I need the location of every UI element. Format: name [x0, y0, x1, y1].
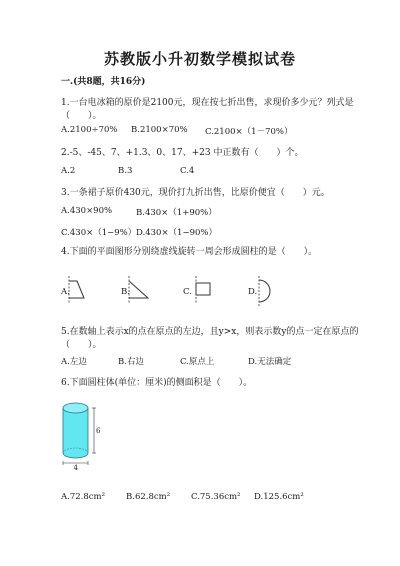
- semicircle-figure: [255, 276, 279, 306]
- question-6-text: 6.下面圆柱体(单位：厘米)的侧面积是（ ）。: [61, 378, 253, 388]
- question-5-text: 5.在数轴上表示x的点在原点的左边，且y>x，则表示数y的点一定在原点的: [61, 327, 359, 337]
- trapezoid-figure: [66, 276, 90, 304]
- q5-option-d: D.无法确定: [248, 357, 292, 367]
- question-1-text-cont: （ ）。: [61, 111, 102, 121]
- height-label: 6: [96, 427, 101, 435]
- q5-option-c: C.原点上: [180, 357, 215, 367]
- q3-option-c: C.430×（1−9%）: [61, 228, 137, 238]
- q3-option-b: B.430×（1+90%）: [136, 208, 217, 218]
- q2-option-c: C.4: [180, 166, 195, 176]
- q1-option-b: B.2100×70%: [131, 125, 188, 135]
- q1-option-c: C.2100×（1－70%）: [205, 127, 293, 137]
- q1-option-a: A.2100÷70%: [61, 125, 118, 135]
- cylinder-figure: [58, 398, 108, 473]
- q4-option-b: B.: [121, 287, 130, 297]
- q6-option-d: D.125.6cm²: [254, 492, 304, 502]
- q4-option-d: D.: [248, 287, 258, 297]
- q6-option-a: A.72.8cm²: [61, 492, 105, 502]
- q5-option-b: B.右边: [118, 357, 144, 367]
- q3-option-a: A.430×90%: [61, 206, 113, 216]
- q5-option-a: A.左边: [61, 357, 87, 367]
- question-5-text-cont: （ ）。: [61, 340, 102, 350]
- q2-option-a: A.2: [61, 166, 76, 176]
- section-header: 一.(共8题，共16分): [61, 77, 146, 87]
- page-title: 苏教版小升初数学模拟试卷: [103, 50, 296, 68]
- question-1-text: 1.一台电冰箱的原价是2100元，现在按七折出售，求现价多少元？列式是: [61, 98, 354, 108]
- q2-option-b: B.3: [118, 166, 133, 176]
- q6-option-b: B.62.8cm²: [126, 492, 171, 502]
- question-2-text: 2.-5、-45、7、+1.3、0、17、+23 中正数有（ ）个。: [61, 148, 304, 158]
- question-4-text: 4.下面的平面图形分别绕虚线旋转一周会形成圆柱的是（ ）。: [61, 247, 318, 257]
- question-3-text: 3.一条裙子原价430元，现价打九折出售，比原价便宜（ ）元。: [61, 188, 330, 198]
- cylinder-top: [63, 403, 88, 413]
- diameter-label: 4: [73, 464, 78, 472]
- q3-option-d: D.430×（1−90%）: [136, 228, 217, 238]
- cylinder-body: [63, 408, 88, 458]
- q4-option-c: C.: [183, 287, 192, 297]
- q4-option-a: A.: [61, 287, 70, 297]
- rectangle-figure: [190, 276, 216, 304]
- q6-option-c: C.75.36cm²: [191, 492, 241, 502]
- triangle-figure: [126, 276, 152, 304]
